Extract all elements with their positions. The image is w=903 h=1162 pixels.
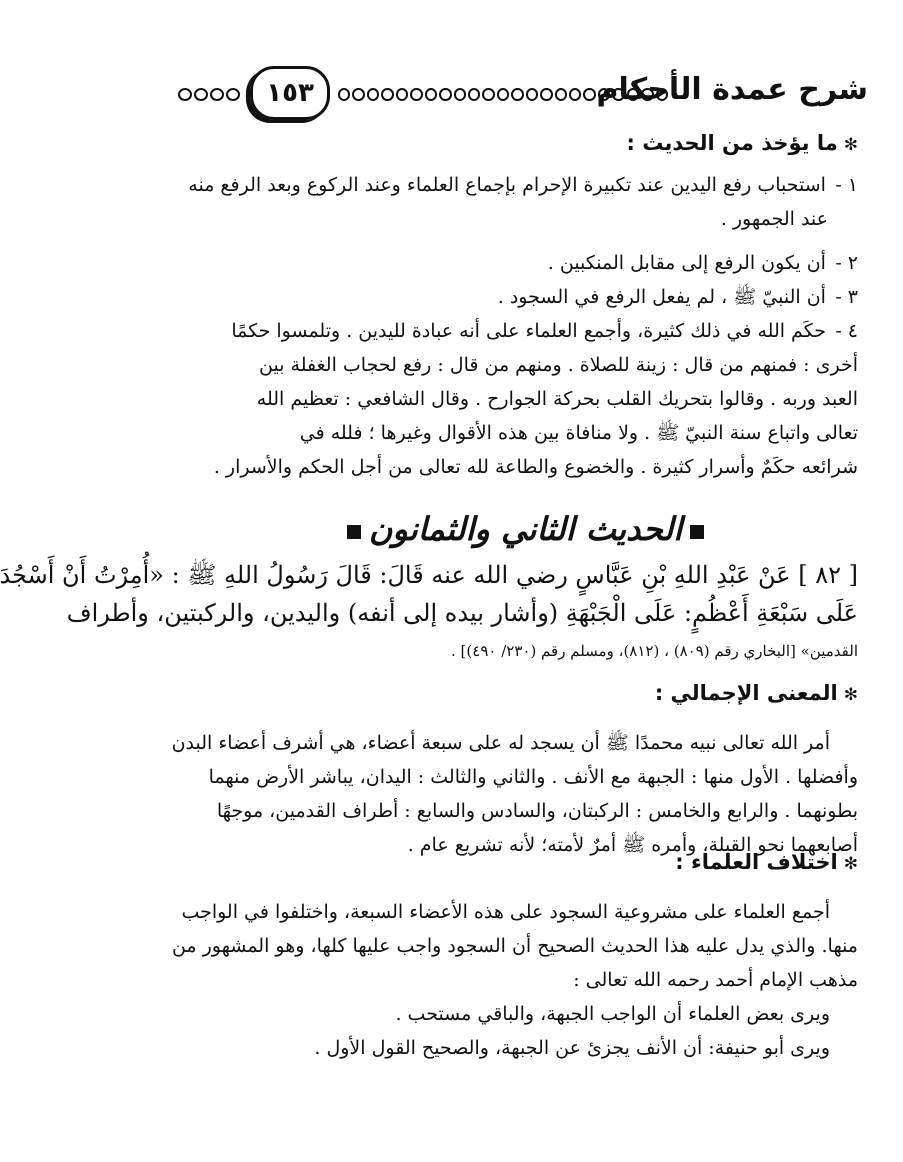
list-item: ٣ - أن النبيّ ﷺ ، لم يفعل الرفع في السجود . — [497, 286, 858, 308]
asterisk-icon: ✻ — [843, 135, 858, 155]
page-number: ١٥٣ — [250, 66, 330, 120]
paragraph-line: ويرى أبو حنيفة: أن الأنف يجزئ عن الجبهة، والصحيح القول الأول . — [314, 1037, 830, 1059]
hadith-source: القدمين» [البخاري رقم (٨٠٩) ، (٨١٢)، ومسلم رقم (٢٣٠/ ٤٩٠)] . — [451, 642, 858, 660]
section-lessons — [188, 126, 858, 484]
page-header — [178, 66, 868, 122]
book-title: شرح عمدة الأحكام — [596, 72, 868, 107]
ornament-chain-short — [178, 88, 240, 102]
paragraph-line: أمر الله تعالى نبيه محمدًا ﷺ أن يسجد له على سبعة أعضاء، هي أشرف أعضاء البدن — [171, 732, 830, 754]
section-disagreement — [171, 845, 858, 1065]
square-bullet-icon — [347, 525, 361, 539]
paragraph-line: أصابعهما نحو القبلة، وأمره ﷺ أمرٌ لأمته؛ لأنه تشريع عام . — [407, 834, 858, 856]
list-item-cont: عند الجمهور . — [720, 208, 828, 230]
ornament-chain — [338, 88, 668, 102]
hadith-line: عَلَى سَبْعَةِ أَعْظُمٍ: عَلَى الْجَبْهَةِ (وأشار بيده إلى أنفه) واليدين، والركبتين، وأطراف — [66, 599, 858, 627]
list-item-cont: أخرى : فمنهم من قال : زينة للصلاة . ومنهم من قال : رفع لحجاب الغفلة بين — [259, 354, 858, 376]
paragraph-line: بطونهما . والرابع والخامس : الركبتان، والسادس والسابع : أطراف القدمين، موجهًا — [216, 800, 858, 822]
hadith-title: الحديث الثاني والثمانون — [148, 510, 903, 548]
section-heading: ✻اختلاف العلماء : — [675, 850, 858, 874]
paragraph-line: مذهب الإمام أحمد رحمه الله تعالى : — [573, 969, 858, 991]
hadith-line: [ ٨٢ ] عَنْ عَبْدِ اللهِ بْنِ عَبَّاسٍ رضي الله عنه قَالَ: قَالَ رَسُولُ اللهِ ﷺ : «أُمِرْتُ أَنْ أَسْجُدَ — [0, 561, 858, 589]
section-heading: ✻المعنى الإجمالي : — [654, 681, 858, 705]
section-meaning — [171, 676, 858, 862]
paragraph-line: منها. والذي يدل عليه هذا الحديث الصحيح أن السجود واجب عليها كلها، وهو المشهور من — [171, 935, 858, 957]
list-item-cont: العبد وربه . وقالوا بتحريك القلب بحركة الجوارح . وقال الشافعي : تعظيم الله — [256, 388, 858, 410]
paragraph-line: ويرى بعض العلماء أن الواجب الجبهة، والباقي مستحب . — [395, 1003, 830, 1025]
section-heading: ✻ما يؤخذ من الحديث : — [626, 131, 858, 155]
hadith-text — [0, 556, 858, 670]
list-item: ٢ - أن يكون الرفع إلى مقابل المنكبين . — [547, 252, 858, 274]
paragraph-line: أجمع العلماء على مشروعية السجود على هذه الأعضاء السبعة، واختلفوا في الواجب — [181, 901, 830, 923]
list-item: ٤ - حكَم الله في ذلك كثيرة، وأجمع العلماء على أنه عبادة لليدين . وتلمسوا حكمًا — [231, 320, 858, 342]
list-item-cont: تعالى واتباع سنة النبيّ ﷺ . ولا منافاة بين هذه الأقوال وغيرها ؛ فلله في — [299, 422, 858, 444]
asterisk-icon: ✻ — [843, 685, 858, 705]
asterisk-icon: ✻ — [843, 854, 858, 874]
paragraph-line: وأفضلها . الأول منها : الجبهة مع الأنف . والثاني والثالث : اليدان، يباشر الأرض منهما — [208, 766, 858, 788]
list-item: ١ - استحباب رفع اليدين عند تكبيرة الإحرام بإجماع العلماء وعند الركوع وبعد الرفع منه — [188, 174, 858, 196]
square-bullet-icon — [690, 525, 704, 539]
list-item-cont: شرائعه حكَمٌ وأسرار كثيرة . والخضوع والطاعة لله تعالى من أجل الحكم والأسرار . — [213, 456, 858, 478]
